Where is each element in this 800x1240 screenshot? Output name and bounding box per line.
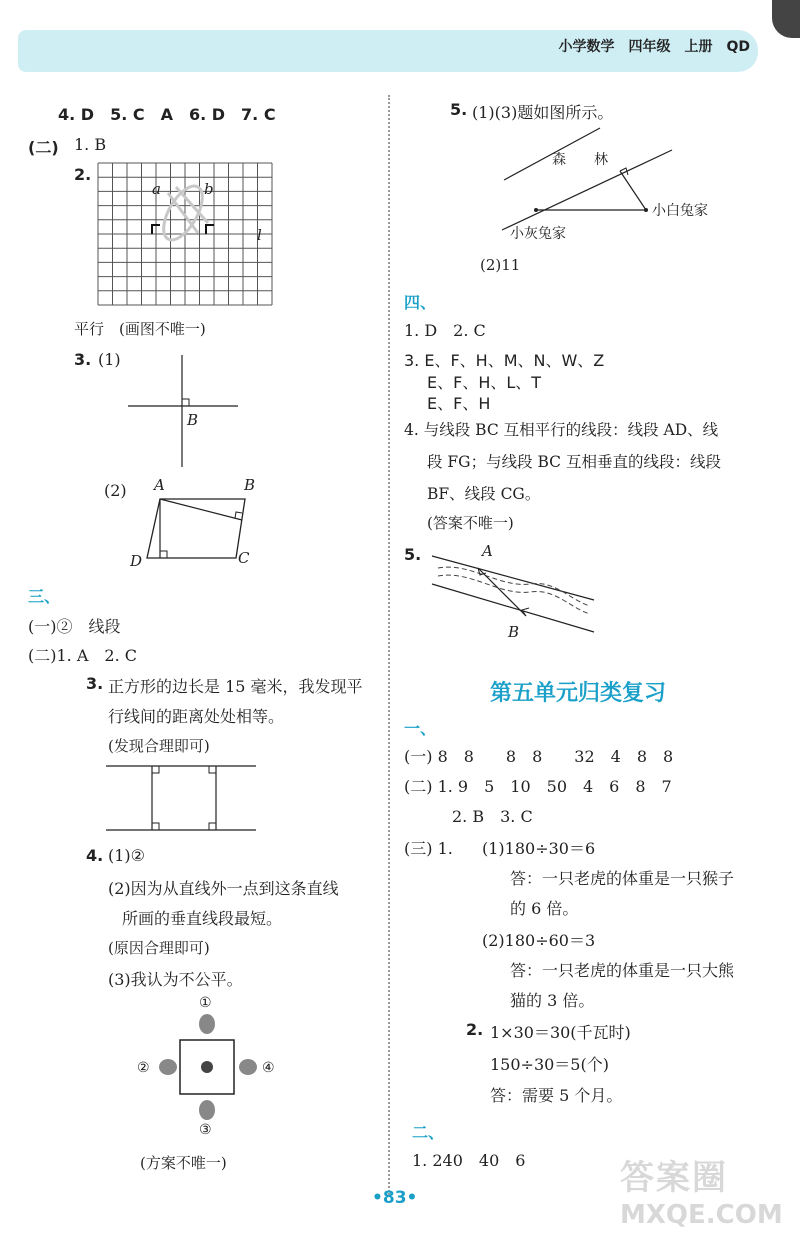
river-label-B: B <box>508 623 520 641</box>
u3-answers: 2. B 3. C <box>452 807 533 826</box>
r-q5-text: (1)(3)题如图所示。 <box>472 103 614 122</box>
parallel-square-figure <box>106 764 256 834</box>
u1-answers: (一) 8 8 8 8 32 4 8 8 <box>404 747 674 766</box>
u5-line-a: 1×30＝30(千瓦时) <box>490 1023 631 1042</box>
u5-label: 2. <box>466 1020 484 1039</box>
page-number: •83• <box>372 1188 418 1208</box>
s3-q3-note: (发现合理即可) <box>108 737 210 755</box>
s3-part2: (二)1. A 2. C <box>28 646 137 665</box>
s3-q4-2note: (原因合理即可) <box>108 939 210 957</box>
circle-label-4: ④ <box>262 1060 275 1076</box>
u4-label: (三) 1. <box>404 839 453 858</box>
unit-five-title: 第五单元归类复习 <box>490 681 667 706</box>
q3-point-B: B <box>187 411 199 429</box>
quad-label-C: C <box>238 549 250 567</box>
r-q5-2: (2)11 <box>480 256 521 274</box>
r4-3b: E、F、H、L、T <box>427 373 542 392</box>
u4-1-expr: (1)180÷30＝6 <box>482 839 596 858</box>
fairness-figure <box>140 998 280 1140</box>
grid-label-a: a <box>152 180 161 198</box>
r4-4c: BF、线段 CG。 <box>427 485 541 503</box>
q3-label: 3. <box>74 350 92 369</box>
r4-3a: 3. E、F、H、M、N、W、Z <box>404 351 605 370</box>
header-title: 小学数学 四年级 上册 QD <box>558 39 750 55</box>
r4-4a: 4. 与线段 BC 互相平行的线段：线段 AD、线 <box>404 421 719 439</box>
quad-label-D: D <box>130 552 143 570</box>
u6-answers: 1. 240 40 6 <box>412 1151 526 1170</box>
s3-q4-2b: 所画的垂直线段最短。 <box>122 909 283 928</box>
u2-answers: (二) 1. 9 5 10 50 4 6 8 7 <box>404 777 672 796</box>
u4-2-answer-a: 答：一只老虎的体重是一只大熊 <box>510 961 735 980</box>
s3-q4-label: 4. <box>86 846 104 865</box>
corner-tab <box>772 0 800 38</box>
r4-5-label: 5. <box>404 545 422 564</box>
u4-2-expr: (2)180÷60＝3 <box>482 931 596 950</box>
u4-1-answer-a: 答：一只老虎的体重是一只猴子 <box>510 869 735 888</box>
answer-2-1: 1. B <box>74 135 107 154</box>
r-q5-label: 5. <box>450 100 468 119</box>
section-4-heading: 四、 <box>404 293 437 312</box>
column-divider <box>388 95 390 1195</box>
grid-label-l: l <box>257 226 262 244</box>
s3-part1: (一)② 线段 <box>28 617 121 636</box>
grid-figure <box>98 163 272 305</box>
u4-2-answer-b: 猫的 3 倍。 <box>510 991 595 1010</box>
r4-1: 1. D 2. C <box>404 321 486 340</box>
white-rabbit-home: 小白兔家 <box>652 203 708 219</box>
river-label-A: A <box>482 542 493 560</box>
watermark-logo: 答案圈 <box>620 1158 728 1198</box>
watermark-url: MXQE.COM <box>620 1200 783 1230</box>
s3-q3-line2: 行线间的距离处处相等。 <box>108 707 285 726</box>
s3-q3-label: 3. <box>86 674 104 693</box>
section-2-heading: 二、 <box>412 1123 445 1142</box>
quadrilateral-figure <box>140 494 252 564</box>
r4-4b: 段 FG；与线段 BC 互相垂直的线段：线段 <box>427 453 721 471</box>
s3-q4-3: (3)我认为不公平。 <box>108 970 243 989</box>
q3-2-label: (2) <box>104 481 127 500</box>
u5-line-c: 答：需要 5 个月。 <box>490 1086 623 1105</box>
gray-rabbit-home: 小灰兔家 <box>510 226 566 242</box>
section-3-heading: 三、 <box>28 587 61 606</box>
r4-4note: (答案不唯一) <box>427 514 514 532</box>
u4-1-answer-b: 的 6 倍。 <box>510 899 579 918</box>
s3-q4-note: (方案不唯一) <box>140 1154 227 1172</box>
circle-label-1: ① <box>199 995 212 1011</box>
forest-label: 森 林 <box>552 152 608 168</box>
q2-note: 平行 (画图不唯一) <box>74 320 206 338</box>
section-1-heading: 一、 <box>404 719 437 738</box>
answers-4-7: 4. D 5. C A 6. D 7. C <box>58 105 276 124</box>
s3-q4-2a: (2)因为从直线外一点到这条直线 <box>108 879 339 898</box>
q3-1-label: (1) <box>98 350 121 369</box>
q2-label: 2. <box>74 165 92 184</box>
u5-line-b: 150÷30＝5(个) <box>490 1055 609 1074</box>
s3-q4-1: (1)② <box>108 846 146 865</box>
circle-label-2: ② <box>137 1060 150 1076</box>
section-2-label: (二) <box>28 138 59 157</box>
quad-label-A: A <box>154 476 165 494</box>
s3-q3-line1: 正方形的边长是 15 毫米，我发现平 <box>108 677 363 696</box>
circle-label-3: ③ <box>199 1122 212 1138</box>
grid-label-b: b <box>204 180 214 198</box>
r4-3c: E、F、H <box>427 394 491 413</box>
quad-label-B: B <box>244 476 256 494</box>
perpendicular-figure <box>128 355 238 467</box>
